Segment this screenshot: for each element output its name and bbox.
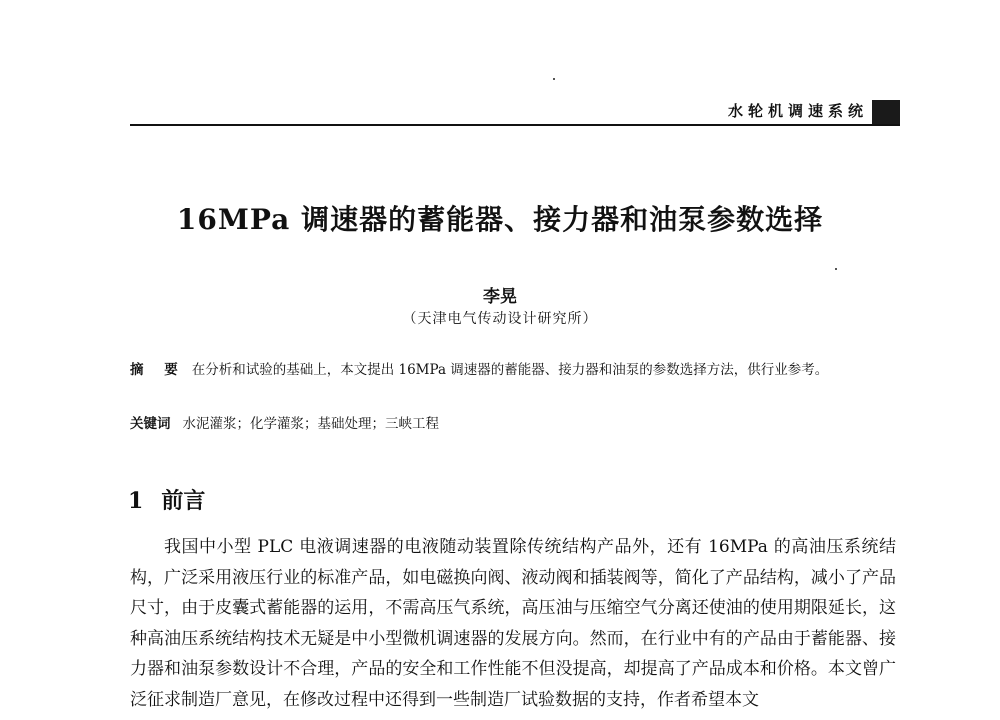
header-rule [130, 124, 900, 126]
abstract [130, 358, 896, 383]
scan-speck [553, 78, 555, 80]
paper-title: 16MPa 调速器的蓄能器、接力器和油泵参数选择 [176, 203, 824, 236]
abstract-label: 摘 要 [130, 362, 186, 378]
author-name: 李晃 [483, 287, 517, 307]
running-header: 水轮机调速系统 [727, 102, 868, 120]
abstract-text: 在分析和试验的基础上，本文提出 16MPa 调速器的蓄能器、接力器和油泵的参数选择方法，供行业参考。 [191, 362, 829, 378]
section-number: 1 [128, 488, 144, 514]
author-affiliation: （天津电气传动设计研究所） [402, 311, 598, 327]
keywords-text: 水泥灌浆；化学灌浆；基础处理；三峡工程 [182, 416, 439, 432]
section-title: 前言 [161, 488, 206, 514]
header-logo-block [872, 100, 900, 124]
section-heading [128, 484, 205, 515]
keywords-label: 关键词 [130, 416, 171, 432]
body-paragraph: 我国中小型 PLC 电液调速器的电液随动装置除传统结构产品外，还有 16MPa 的高油压系统结构，广泛采用液压行业的标准产品，如电磁换向阀、液动阀和插装阀等，简化了产品结构，减小了产品尺寸，由于皮囊式蓄能器的运用，不需高压气系统，高压油与压缩空气分离还使油的使用期限延长，这种高油压系统结构技术无疑是中小型微机调速器的发展方向。然而，在行业中有的产品由于蓄能器、接力器和油泵参数设计不合理，产品的安全和工作性能不但没提高，却提高了产品成本和价格。本文曾广泛征求制造厂意见，在修改过程中还得到一些制造厂试验数据的支持，作者希望本文 [130, 537, 896, 710]
scan-speck [835, 268, 837, 270]
keywords [130, 412, 896, 437]
